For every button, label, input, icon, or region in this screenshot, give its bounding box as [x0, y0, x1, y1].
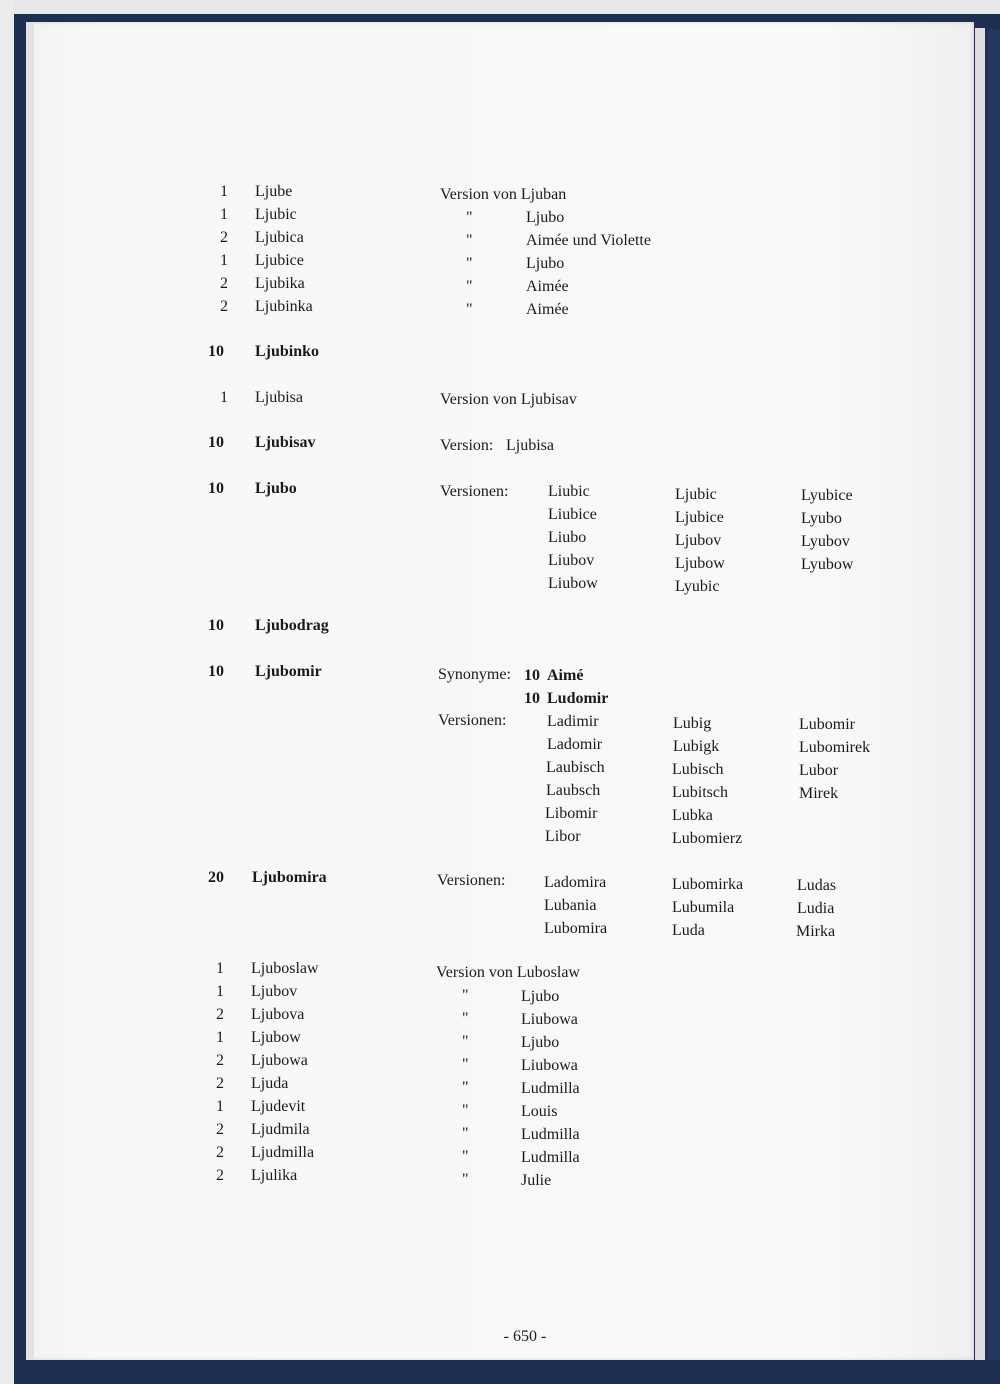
entry-detail-text: Lubania [544, 897, 597, 914]
entry-detail-text: Ludomir [547, 690, 609, 707]
entry-detail-text: Ludas [797, 877, 837, 894]
entry-detail-text: Liubice [548, 506, 597, 523]
entry-detail-text: 10 [524, 690, 540, 707]
entry-frequency: 2 [220, 229, 228, 246]
entry-detail-text: Lyubic [675, 578, 720, 595]
entry-name: Ljulika [251, 1167, 298, 1184]
page-edge-right [975, 28, 985, 1360]
document-page [26, 22, 974, 1360]
entry-detail-text: Versionen: [440, 483, 509, 500]
book-edge-top [0, 0, 1000, 14]
ditto-mark: " [462, 1033, 469, 1050]
entry-detail-text: Ljubo [521, 1034, 560, 1051]
entry-detail-text: Ludmilla [521, 1080, 580, 1097]
entry-name: Ljuboslaw [251, 960, 319, 977]
entry-detail-text: Versionen: [437, 872, 506, 889]
entry-name: Ljubisav [255, 434, 316, 451]
entry-name: Ljubinka [255, 298, 313, 315]
entry-detail-text: Version von Ljubisav [440, 391, 577, 408]
entry-detail-text: Ladomira [544, 874, 607, 891]
entry-frequency: 1 [216, 960, 224, 977]
entry-detail-text: Lubomirek [799, 739, 871, 756]
entry-detail-text: Lyubice [801, 487, 853, 504]
entry-detail-text: Lyubow [801, 556, 854, 573]
entry-frequency: 2 [220, 298, 228, 315]
entry-detail-text: Ljubov [675, 532, 722, 549]
entry-frequency: 10 [208, 617, 224, 634]
entry-detail-text: Lubomira [544, 920, 608, 937]
entry-detail-text: Lubitsch [672, 784, 728, 801]
ditto-mark: " [462, 1102, 469, 1119]
ditto-mark: " [466, 255, 473, 272]
entry-detail-text: Lubka [672, 807, 713, 824]
ditto-mark: " [466, 301, 473, 318]
entry-frequency: 10 [208, 434, 224, 451]
entry-name: Ljubic [255, 206, 297, 223]
entry-detail-text: Aimée [526, 301, 569, 318]
page-number: - 650 - [503, 1328, 547, 1345]
entry-name: Ljudmilla [251, 1144, 315, 1161]
entry-frequency: 1 [220, 183, 228, 200]
entry-detail-text: Ljubisa [506, 437, 554, 454]
entry-detail-text: Lubumila [672, 899, 735, 916]
entry-frequency: 2 [216, 1167, 224, 1184]
entry-detail-text: Version von Ljuban [440, 186, 567, 203]
entry-detail-text: Ljubo [521, 988, 560, 1005]
entry-frequency: 10 [208, 663, 224, 680]
entry-detail-text: Ludmilla [521, 1149, 580, 1166]
entry-name: Ljudevit [251, 1098, 306, 1115]
entry-detail-text: Ljubo [526, 209, 565, 226]
entry-detail-text: Aimé [547, 667, 584, 684]
entry-detail-text: Lubor [799, 762, 839, 779]
entry-name: Ljubo [255, 480, 297, 497]
entry-detail-text: Ljubic [675, 486, 717, 503]
entry-detail-text: Ljubow [675, 555, 725, 572]
entry-frequency: 1 [216, 983, 224, 1000]
entry-name: Ljubomira [252, 869, 327, 886]
entry-frequency: 2 [216, 1006, 224, 1023]
entry-detail-text: Ljubo [526, 255, 565, 272]
entry-name: Ljubova [251, 1006, 305, 1023]
entry-name: Ljubika [255, 275, 305, 292]
entry-frequency: 1 [220, 389, 228, 406]
entry-frequency: 2 [216, 1075, 224, 1092]
page-gutter [26, 22, 34, 1360]
entry-detail-text: Versionen: [438, 712, 507, 729]
entry-name: Ljuda [251, 1075, 289, 1092]
entry-detail-text: Aimée und Violette [526, 232, 651, 249]
entry-frequency: 1 [216, 1098, 224, 1115]
entry-detail-text: Ludia [797, 900, 835, 917]
ditto-mark: " [462, 1010, 469, 1027]
entry-detail-text: Liubowa [521, 1011, 578, 1028]
entry-name: Ljubice [255, 252, 304, 269]
entry-detail-text: Laubsch [546, 782, 601, 799]
entry-frequency: 1 [216, 1029, 224, 1046]
entry-frequency: 2 [220, 275, 228, 292]
entry-detail-text: Liubow [548, 575, 598, 592]
entry-detail-text: Liubov [548, 552, 595, 569]
entry-frequency: 10 [208, 343, 224, 360]
ditto-mark: " [462, 1079, 469, 1096]
entry-detail-text: Lubomir [799, 716, 855, 733]
entry-detail-text: Ludmilla [521, 1126, 580, 1143]
entry-detail-text: Ljubice [675, 509, 724, 526]
entry-detail-text: Liubo [548, 529, 587, 546]
entry-detail-text: Lyubov [801, 533, 850, 550]
entry-detail-text: Lyubo [801, 510, 842, 527]
entry-frequency: 2 [216, 1121, 224, 1138]
ditto-mark: " [466, 278, 473, 295]
entry-detail-text: Liubic [548, 483, 590, 500]
entry-frequency: 10 [208, 480, 224, 497]
entry-detail-text: Libomir [545, 805, 598, 822]
entry-name: Ljubowa [251, 1052, 308, 1069]
book-cover-right [988, 30, 1000, 1360]
entry-name: Ljubow [251, 1029, 301, 1046]
entry-detail-text: Lubig [673, 715, 712, 732]
ditto-mark: " [462, 1125, 469, 1142]
entry-detail-text: Libor [545, 828, 581, 845]
entry-detail-text: Lubomirka [672, 876, 744, 893]
ditto-mark: " [462, 1056, 469, 1073]
entry-name: Ljubomir [255, 663, 322, 680]
entry-detail-text: Version von Luboslaw [436, 964, 580, 981]
entry-frequency: 2 [216, 1052, 224, 1069]
entry-name: Ljudmila [251, 1121, 310, 1138]
entry-detail-text: Aimée [526, 278, 569, 295]
entry-name: Ljubov [251, 983, 298, 1000]
entry-frequency: 1 [220, 252, 228, 269]
entry-detail-text: Ladimir [547, 713, 599, 730]
ditto-mark: " [466, 232, 473, 249]
ditto-mark: " [462, 987, 469, 1004]
entry-detail-text: Lubigk [673, 738, 720, 755]
entry-frequency: 1 [220, 206, 228, 223]
entry-detail-text: Ladomir [547, 736, 603, 753]
entry-detail-text: Liubowa [521, 1057, 578, 1074]
entry-detail-text: Mirka [796, 923, 836, 940]
entry-frequency: 20 [208, 869, 224, 886]
entry-name: Ljubinko [255, 343, 320, 360]
book-edge-left [0, 0, 14, 1384]
ditto-mark: " [462, 1171, 469, 1188]
entry-detail-text: Synonyme: [438, 666, 511, 683]
entry-detail-text: Louis [521, 1103, 558, 1120]
entry-detail-text: Julie [521, 1172, 552, 1189]
entry-name: Ljubisa [255, 389, 303, 406]
entry-detail-text: Version: [440, 437, 494, 454]
ditto-mark: " [462, 1148, 469, 1165]
entry-name: Ljube [255, 183, 293, 200]
entry-name: Ljubodrag [255, 617, 329, 634]
entry-detail-text: Lubomierz [672, 830, 743, 847]
entry-detail-text: Laubisch [546, 759, 605, 776]
entry-detail-text: 10 [524, 667, 540, 684]
entry-frequency: 2 [216, 1144, 224, 1161]
entry-detail-text: Mirek [799, 785, 839, 802]
entry-detail-text: Lubisch [672, 761, 724, 778]
ditto-mark: " [466, 209, 473, 226]
entry-detail-text: Luda [672, 922, 705, 939]
entry-name: Ljubica [255, 229, 304, 246]
